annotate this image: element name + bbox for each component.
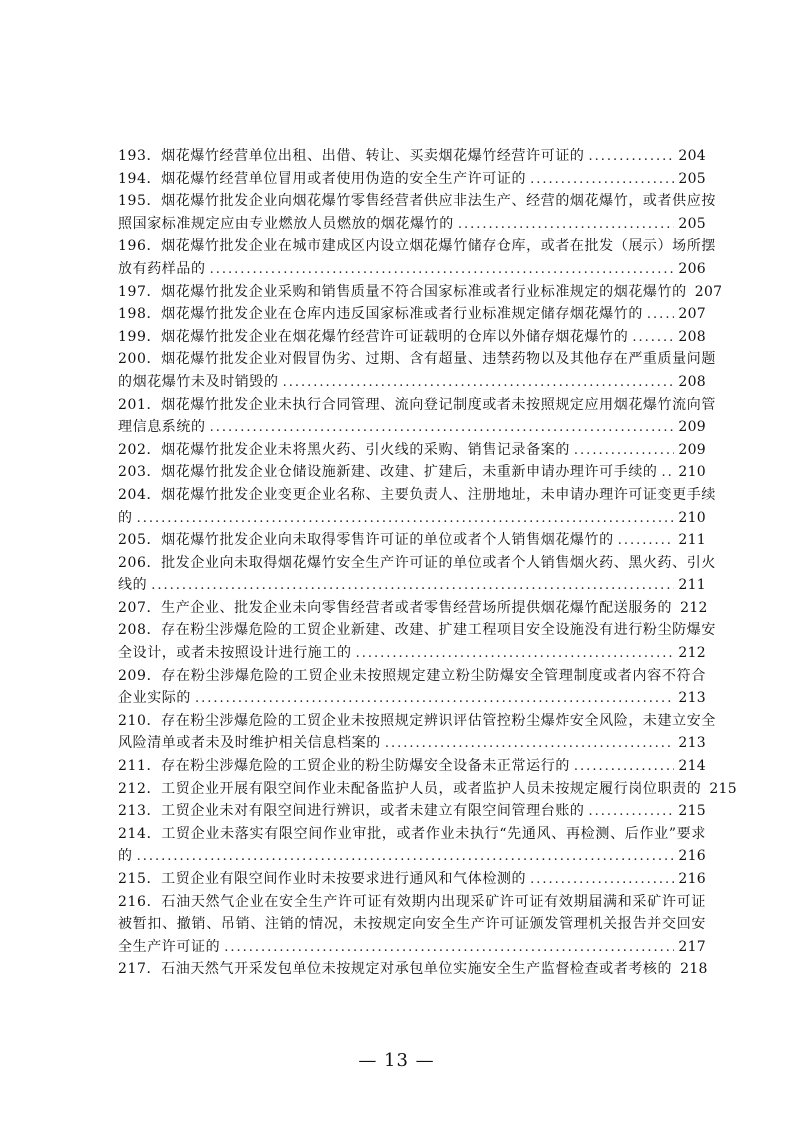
toc-entry-title: 208．存在粉尘涉爆危险的工贸企业新建、改建、扩建工程项目安全设施没有进行粉尘防爆安 xyxy=(118,622,716,639)
toc-entry-last-line xyxy=(118,936,706,959)
toc-page-number: 212 xyxy=(678,645,706,662)
toc-entry[interactable] xyxy=(118,529,706,552)
toc-page-number: 217 xyxy=(678,938,706,955)
toc-page-number: 206 xyxy=(678,260,706,277)
toc-entry-title: 198．烟花爆竹批发企业在仓库内违反国家标准或者行业标准规定储存烟花爆竹的 xyxy=(118,306,643,323)
toc-entry[interactable] xyxy=(118,665,706,710)
toc-entry-title: 204．烟花爆竹批发企业变更企业名称、主要负责人、注册地址，未申请办理许可证变更手续 xyxy=(118,486,716,503)
toc-entry-title: 风险清单或者未及时维护相关信息档案的 xyxy=(118,735,381,752)
toc-page-number: 210 xyxy=(678,464,706,481)
toc-entry[interactable] xyxy=(118,619,716,664)
toc-entry-title: 的烟花爆竹未及时销毁的 xyxy=(118,373,279,390)
toc-page-number: 211 xyxy=(678,532,706,549)
toc-entry[interactable] xyxy=(118,168,706,191)
toc-entry[interactable] xyxy=(118,868,706,891)
toc-entry[interactable] xyxy=(118,958,706,981)
dot-leader xyxy=(647,304,674,327)
toc-entry-last-line xyxy=(118,213,706,236)
toc-entry-last-line xyxy=(118,326,706,349)
toc-entry-last-line xyxy=(118,597,706,620)
toc-entry-title: 200．烟花爆竹批发企业对假冒伪劣、过期、含有超量、违禁药物以及其他存在严重质量问题 xyxy=(118,351,716,368)
toc-entry-title: 207．生产企业、批发企业未向零售经营者或者零售经营场所提供烟花爆竹配送服务的 xyxy=(118,599,673,616)
toc-entry-last-line xyxy=(118,529,706,552)
dot-leader xyxy=(458,214,675,237)
toc-page-number: 213 xyxy=(678,690,706,707)
toc-entry-title: 194．烟花爆竹经营单位冒用或者使用伪造的安全生产许可证的 xyxy=(118,170,527,187)
toc-entry-title: 放有药样品的 xyxy=(118,260,206,277)
toc-entry[interactable] xyxy=(118,461,706,484)
toc-entry-last-line xyxy=(118,845,706,868)
toc-page-number: 207 xyxy=(678,306,706,323)
toc-entry-title: 206．批发企业向未取得烟花爆竹安全生产许可证的单位或者个人销售烟火药、黑火药、引火 xyxy=(118,554,716,571)
toc-entry-last-line xyxy=(118,258,706,281)
dot-leader xyxy=(283,372,675,395)
toc-entry-line xyxy=(118,235,716,258)
dot-leader xyxy=(356,643,675,666)
toc-entry-title: 照国家标准规定应由专业燃放人员燃放的烟花爆竹的 xyxy=(118,215,454,232)
toc-entry-last-line xyxy=(118,574,706,597)
toc-entry-title: 211．存在粉尘涉爆危险的工贸企业的粉尘防爆安全设备未正常运行的 xyxy=(118,758,570,775)
dot-leader xyxy=(151,575,674,598)
toc-entry-title: 197．烟花爆竹批发企业采购和销售质量不符合国家标准或者行业标准规定的烟花爆竹的 xyxy=(118,283,687,300)
toc-entry-last-line xyxy=(118,168,706,191)
dot-leader xyxy=(530,169,674,192)
toc-entry-title: 203．烟花爆竹批发企业仓储设施新建、改建、扩建后，未重新申请办理许可手续的 xyxy=(118,464,658,481)
toc-page-number: 214 xyxy=(678,758,706,775)
dot-leader xyxy=(137,846,675,869)
toc-page-number: 209 xyxy=(678,441,706,458)
toc-entry-last-line xyxy=(118,778,737,801)
dot-leader xyxy=(632,327,674,350)
toc-page-number: 208 xyxy=(678,328,706,345)
toc-entry-title: 202．烟花爆竹批发企业未将黑火药、引火线的采购、销售记录备案的 xyxy=(118,441,570,458)
toc-entry-title: 205．烟花爆竹批发企业向未取得零售许可证的单位或者个人销售烟花爆竹的 xyxy=(118,532,614,549)
toc-entry-title: 被暂扣、撤销、吊销、注销的情况，未按规定向安全生产许可证颁发管理机关报告并交回安 xyxy=(118,916,706,933)
toc-entry-title: 理信息系统的 xyxy=(118,419,206,436)
toc-entry[interactable] xyxy=(118,190,716,235)
toc-entry-last-line xyxy=(118,303,706,326)
toc-entry-last-line xyxy=(118,145,706,168)
dot-leader xyxy=(210,417,675,440)
toc-entry-title: 209．存在粉尘涉爆危险的工贸企业未按照规定建立粉尘防爆安全管理制度或者内容不符合 xyxy=(118,667,706,684)
toc-entry-title: 201．烟花爆竹批发企业未执行合同管理、流向登记制度或者未按照规定应用烟花爆竹流向管 xyxy=(118,396,716,413)
toc-page-number: 215 xyxy=(709,780,737,797)
toc-page-number: 218 xyxy=(680,961,708,978)
dot-leader xyxy=(662,462,675,485)
toc-page-number: 209 xyxy=(678,419,706,436)
toc-entry-last-line xyxy=(118,687,706,710)
toc-page-number: 205 xyxy=(678,170,706,187)
toc-entry-last-line xyxy=(118,755,706,778)
toc-entry-last-line xyxy=(118,416,706,439)
toc-entry-last-line xyxy=(118,371,706,394)
toc-entry-line xyxy=(118,348,716,371)
toc-entry[interactable] xyxy=(118,484,716,529)
toc-entry[interactable] xyxy=(118,755,706,778)
toc-entry-line xyxy=(118,891,706,914)
toc-entry-title: 214．工贸企业未落实有限空间作业审批，或者作业未执行“先通风、再检测、后作业”要求 xyxy=(118,825,706,842)
toc-entry[interactable] xyxy=(118,326,706,349)
dot-leader xyxy=(224,937,674,960)
toc-entry[interactable] xyxy=(118,394,716,439)
toc-entry[interactable] xyxy=(118,552,716,597)
toc-page-number: 211 xyxy=(678,577,706,594)
toc-page-number: 205 xyxy=(678,215,706,232)
toc-entry[interactable] xyxy=(118,348,716,393)
toc-page-number: 213 xyxy=(678,735,706,752)
toc-entry-last-line xyxy=(118,868,706,891)
dot-leader xyxy=(589,146,675,169)
toc-entry-title: 企业实际的 xyxy=(118,690,191,707)
table-of-contents xyxy=(118,145,737,981)
toc-entry-title: 线的 xyxy=(118,577,148,594)
toc-entry-line xyxy=(118,394,716,417)
toc-entry-line xyxy=(118,190,716,213)
toc-entry[interactable] xyxy=(118,891,706,959)
toc-entry-title: 的 xyxy=(118,848,133,865)
toc-entry-title: 216．石油天然气企业在安全生产许可证有效期内出现采矿许可证有效期届满和采矿许可证 xyxy=(118,893,706,910)
toc-entry[interactable] xyxy=(118,778,737,801)
toc-entry-line xyxy=(118,913,706,936)
toc-entry-title: 193．烟花爆竹经营单位出租、出借、转让、买卖烟花爆竹经营许可证的 xyxy=(118,148,585,164)
toc-entry-title: 213．工贸企业未对有限空间进行辨识，或者未建立有限空间管理台账的 xyxy=(118,803,585,820)
toc-entry-last-line xyxy=(118,461,706,484)
toc-entry[interactable] xyxy=(118,597,706,620)
toc-entry-title: 212．工贸企业开展有限空间作业未配备监护人员，或者监护人员未按规定履行岗位职责的 xyxy=(118,780,702,797)
toc-entry-last-line xyxy=(118,507,706,530)
toc-page-number: 216 xyxy=(678,848,706,865)
toc-entry-title: 全生产许可证的 xyxy=(118,938,221,955)
dot-leader xyxy=(195,688,674,711)
toc-entry-title: 196．烟花爆竹批发企业在城市建成区内设立烟花爆竹储存仓库，或者在批发（展示）场所摆 xyxy=(118,238,716,255)
toc-entry[interactable] xyxy=(118,235,716,280)
toc-page-number: 212 xyxy=(680,599,708,616)
dot-leader xyxy=(210,259,675,282)
toc-page-number: 215 xyxy=(678,803,706,820)
toc-page-number: 207 xyxy=(694,283,723,300)
dot-leader xyxy=(574,756,674,779)
toc-entry[interactable] xyxy=(118,823,706,868)
page-number: — 13 — xyxy=(358,1050,435,1071)
toc-entry-line xyxy=(118,710,716,733)
toc-entry-title: 195．烟花爆竹批发企业向烟花爆竹零售经营者供应非法生产、经营的烟花爆竹，或者供应按 xyxy=(118,193,716,210)
toc-page-number: 210 xyxy=(678,509,706,526)
toc-entry-title: 全设计，或者未按照设计进行施工的 xyxy=(118,645,352,662)
toc-entry[interactable] xyxy=(118,281,723,304)
dot-leader xyxy=(589,801,675,824)
toc-entry-last-line xyxy=(118,800,706,823)
toc-entry-line xyxy=(118,619,716,642)
dot-leader xyxy=(137,508,675,531)
toc-entry-last-line xyxy=(118,958,706,981)
toc-entry-last-line xyxy=(118,642,706,665)
dot-leader xyxy=(385,733,675,756)
dot-leader xyxy=(574,440,674,463)
dot-leader xyxy=(530,869,674,892)
toc-page-number: 216 xyxy=(678,871,706,887)
toc-entry-last-line xyxy=(118,732,706,755)
toc-entry-line xyxy=(118,484,716,507)
toc-entry-title: 215．工贸企业有限空间作业时未按要求进行通风和气体检测的 xyxy=(118,871,527,887)
toc-entry-last-line xyxy=(118,281,723,304)
toc-entry-title: 217．石油天然气开采发包单位未按规定对承包单位实施安全生产监督检查或者考核的 xyxy=(118,961,673,978)
toc-entry[interactable] xyxy=(118,303,706,326)
toc-entry-line xyxy=(118,552,716,575)
toc-entry-title: 210．存在粉尘涉爆危险的工贸企业未按照规定辨识评估管控粉尘爆炸安全风险，未建立安全 xyxy=(118,712,716,729)
toc-entry-title: 199．烟花爆竹批发企业在烟花爆竹经营许可证载明的仓库以外储存烟花爆竹的 xyxy=(118,328,629,345)
toc-entry-title: 的 xyxy=(118,509,133,526)
toc-entry-line xyxy=(118,823,706,846)
toc-entry-line xyxy=(118,665,706,688)
toc-entry-last-line xyxy=(118,439,706,462)
toc-page-number: 204 xyxy=(678,148,706,164)
toc-entry[interactable] xyxy=(118,439,706,462)
toc-page-number: 208 xyxy=(678,373,706,390)
toc-entry[interactable] xyxy=(118,800,706,823)
toc-entry[interactable] xyxy=(118,710,716,755)
toc-entry[interactable] xyxy=(118,145,706,168)
dot-leader xyxy=(618,530,675,553)
